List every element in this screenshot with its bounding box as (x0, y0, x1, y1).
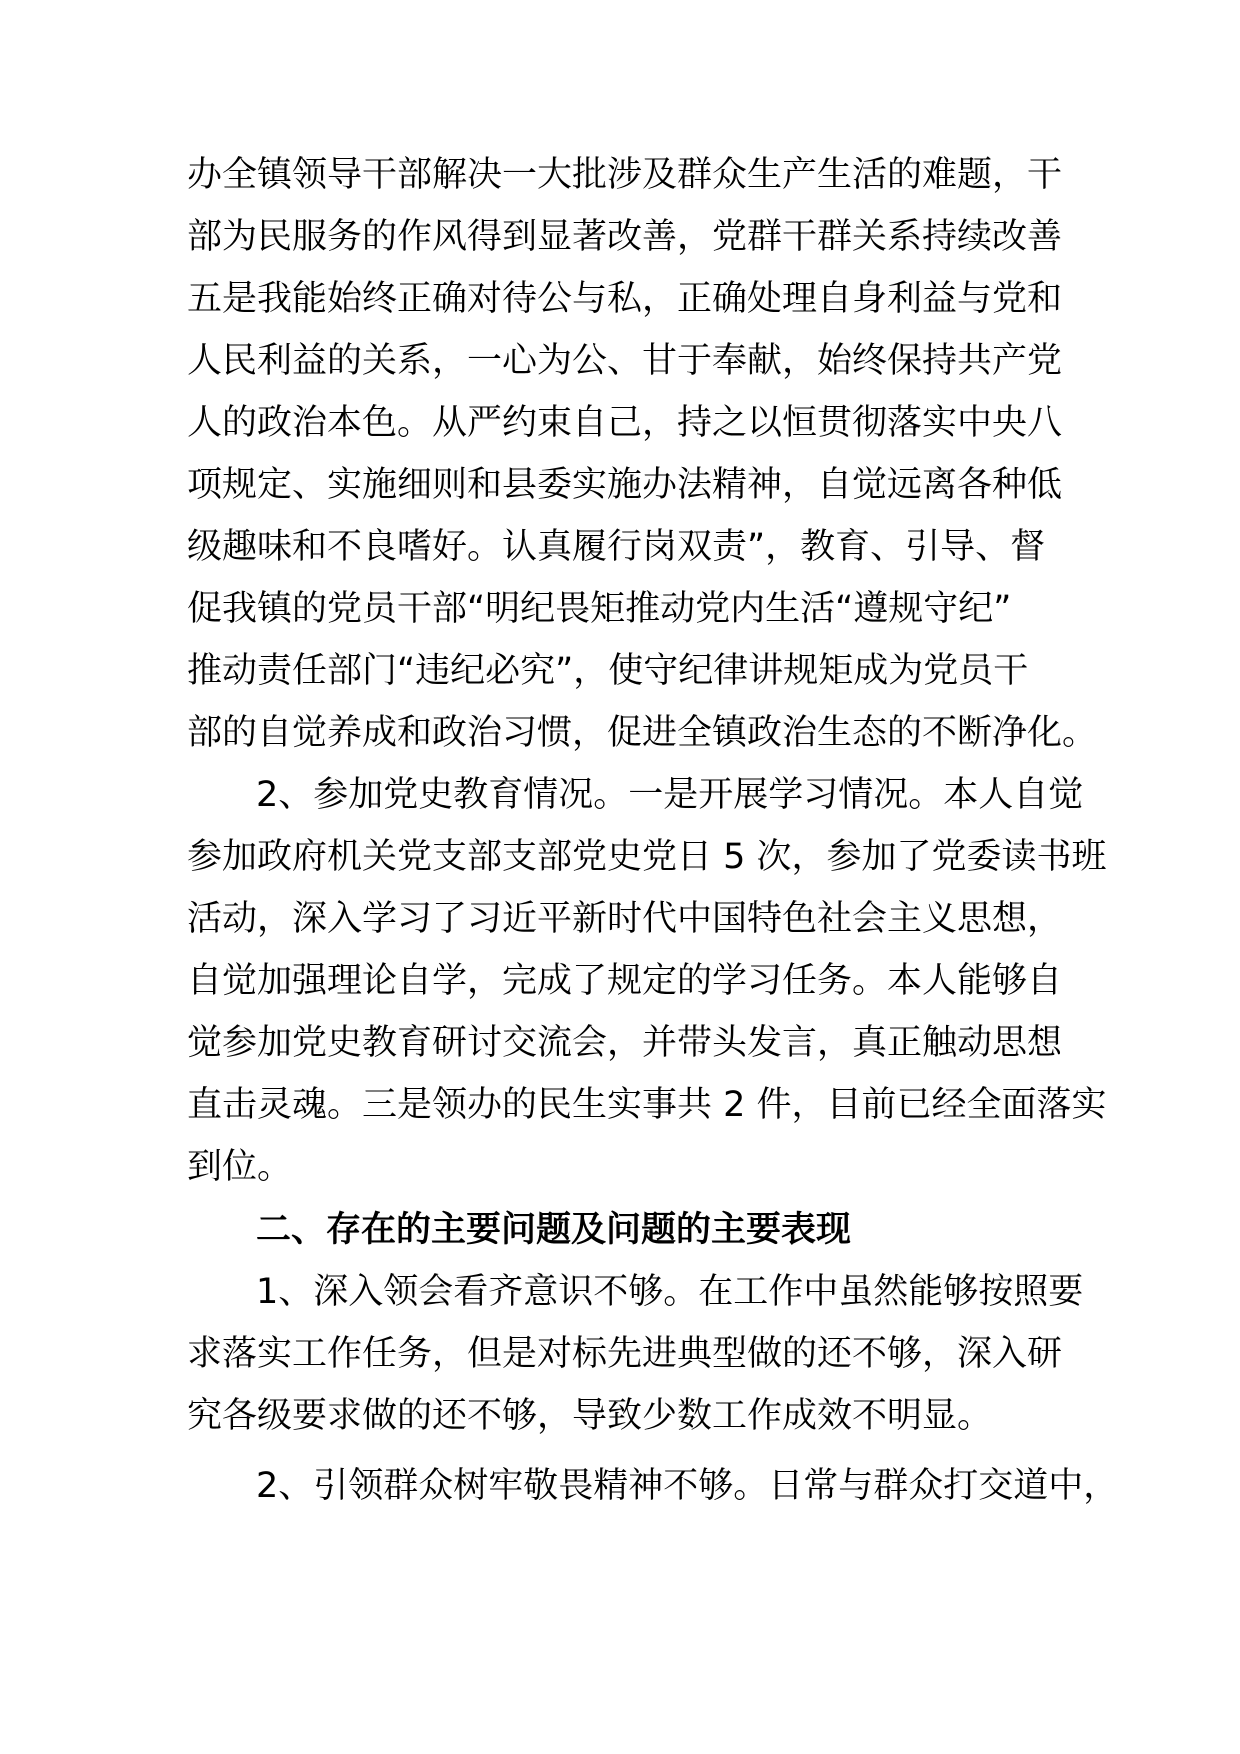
body-text-line: 自觉加强理论自学，完成了规定的学习任务。本人能够自 (187, 961, 1063, 1001)
body-text-line: 到位。 (187, 1147, 293, 1187)
body-text-line: 推动责任部门“违纪必究”，使守纪律讲规矩成为党员干 (187, 651, 1029, 691)
section-heading: 二、存在的主要问题及问题的主要表现 (256, 1210, 852, 1250)
body-text-line: 人的政治本色。从严约束自己，持之以恒贯彻落实中央八 (187, 403, 1063, 443)
paragraph-first-line: 1、深入领会看齐意识不够。在工作中虽然能够按照要 (256, 1272, 1084, 1312)
body-text-line: 人民利益的关系，一心为公、甘于奉献，始终保持共产党 (187, 341, 1063, 381)
body-text-line: 项规定、实施细则和县委实施办法精神，自觉远离各种低 (187, 465, 1063, 505)
paragraph-first-line: 2、引领群众树牢敬畏精神不够。日常与群众打交道中， (256, 1466, 1119, 1506)
body-text-line: 觉参加党史教育研讨交流会，并带头发言，真正触动思想 (187, 1023, 1063, 1063)
paragraph-first-line: 2、参加党史教育情况。一是开展学习情况。本人自觉 (256, 775, 1084, 815)
body-text-line: 五是我能始终正确对待公与私，正确处理自身利益与党和 (187, 279, 1063, 319)
body-text-line: 促我镇的党员干部“明纪畏矩推动党内生活“遵规守纪” (187, 589, 1012, 629)
body-text-line: 参加政府机关党支部支部党史党日 5 次，参加了党委读书班 (187, 837, 1107, 877)
body-text-line: 求落实工作任务，但是对标先进典型做的还不够，深入研 (187, 1334, 1063, 1374)
body-text-line: 办全镇领导干部解决一大批涉及群众生产生活的难题，干 (187, 155, 1063, 195)
body-text-line: 直击灵魂。三是领办的民生实事共 2 件，目前已经全面落实 (187, 1085, 1107, 1125)
body-text-line: 部为民服务的作风得到显著改善，党群干群关系持续改善 (187, 217, 1063, 257)
body-text-line: 究各级要求做的还不够，导致少数工作成效不明显。 (187, 1396, 993, 1436)
body-text-line: 级趣味和不良嗜好。认真履行岗双责”，教育、引导、督 (187, 527, 1046, 567)
body-text-line: 部的自觉养成和政治习惯，促进全镇政治生态的不断净化。 (187, 713, 1098, 753)
body-text-line: 活动，深入学习了习近平新时代中国特色社会主义思想， (187, 899, 1063, 939)
